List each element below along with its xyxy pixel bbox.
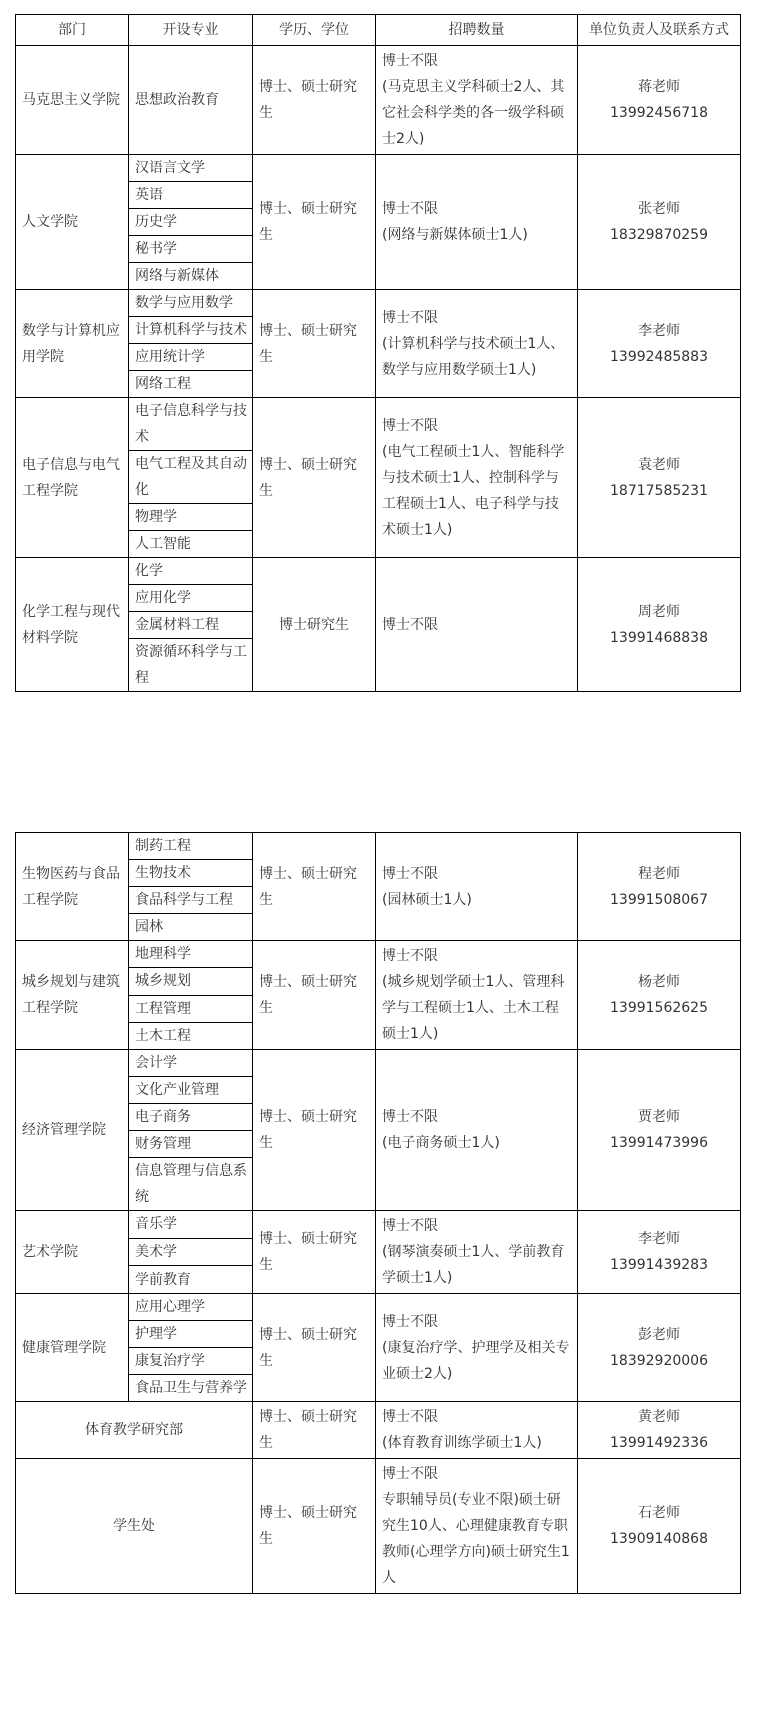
contact-phone: 13991508067: [610, 891, 708, 908]
quota-cell: 博士不限: [376, 558, 578, 692]
major-cell: 电子信息科学与技术: [129, 398, 253, 451]
degree-cell: 博士研究生: [253, 558, 376, 692]
table-header-row: [16, 15, 741, 46]
degree-cell: 博士、硕士研究生: [253, 155, 376, 290]
quota-cell: 博士不限 (体育教育训练学硕士1人): [376, 1402, 578, 1459]
dept-cell: 生物医药与食品工程学院: [16, 833, 129, 941]
table-row: [16, 1294, 741, 1321]
major-cell: 食品卫生与营养学: [129, 1375, 253, 1402]
quota-cell: 博士不限 (城乡规划学硕士1人、管理科学与工程硕士1人、土木工程硕士1人): [376, 941, 578, 1050]
major-cell: 思想政治教育: [129, 46, 253, 155]
contact-phone: 18717585231: [610, 482, 708, 499]
contact-cell: [578, 941, 741, 1050]
major-cell: 工程管理: [129, 995, 253, 1022]
major-cell: 会计学: [129, 1050, 253, 1077]
major-cell: 应用心理学: [129, 1294, 253, 1321]
dept-cell: 经济管理学院: [16, 1050, 129, 1211]
major-cell: 土木工程: [129, 1022, 253, 1049]
dept-cell: 学生处: [16, 1459, 253, 1594]
table-row: [16, 1211, 741, 1239]
table-row: [16, 1459, 741, 1594]
dept-cell: 数学与计算机应用学院: [16, 290, 129, 398]
header-contact: 单位负责人及联系方式: [578, 15, 741, 46]
major-cell: 计算机科学与技术: [129, 317, 253, 344]
contact-phone: 18392920006: [610, 1352, 708, 1369]
recruitment-table-part2: [15, 832, 741, 1594]
contact-cell: [578, 1294, 741, 1402]
table-row: [16, 155, 741, 182]
quota-cell: 博士不限 (钢琴演奏硕士1人、学前教育学硕士1人): [376, 1211, 578, 1294]
major-cell: 资源循环科学与工程: [129, 639, 253, 692]
contact-cell: [578, 290, 741, 398]
contact-name: 杨老师: [638, 974, 680, 990]
table-row: [16, 833, 741, 860]
contact-name: 程老师: [638, 865, 680, 882]
degree-cell: 博士、硕士研究生: [253, 833, 376, 941]
contact-phone: 18329870259: [610, 227, 708, 243]
contact-phone: 13991492336: [610, 1435, 708, 1451]
header-quota: 招聘数量: [376, 15, 578, 46]
major-cell: 金属材料工程: [129, 612, 253, 639]
contact-cell: [578, 1211, 741, 1294]
quota-cell: 博士不限 (电气工程硕士1人、智能科学与技术硕士1人、控制科学与工程硕士1人、电子科学与技术硕士1人): [376, 398, 578, 558]
major-cell: 音乐学: [129, 1211, 253, 1239]
contact-phone: 13991439283: [610, 1257, 708, 1273]
major-cell: 应用化学: [129, 585, 253, 612]
contact-cell: [578, 46, 741, 155]
contact-cell: [578, 398, 741, 558]
table-row: [16, 290, 741, 317]
major-cell: 化学: [129, 558, 253, 585]
degree-cell: 博士、硕士研究生: [253, 1402, 376, 1459]
quota-cell: 博士不限 (网络与新媒体硕士1人): [376, 155, 578, 290]
dept-cell: 艺术学院: [16, 1211, 129, 1294]
major-cell: 城乡规划: [129, 968, 253, 995]
major-cell: 信息管理与信息系统: [129, 1158, 253, 1211]
dept-cell: 化学工程与现代材料学院: [16, 558, 129, 692]
quota-cell: 博士不限 (康复治疗学、护理学及相关专业硕士2人): [376, 1294, 578, 1402]
contact-name: 周老师: [638, 603, 680, 620]
major-cell: 汉语言文学: [129, 155, 253, 182]
table-row: [16, 1050, 741, 1077]
dept-cell: 城乡规划与建筑工程学院: [16, 941, 129, 1050]
major-cell: 人工智能: [129, 531, 253, 558]
degree-cell: 博士、硕士研究生: [253, 1050, 376, 1211]
quota-cell: 博士不限 (园林硕士1人): [376, 833, 578, 941]
table-row: [16, 941, 741, 968]
recruitment-table-part1: [15, 14, 741, 692]
header-major: 开设专业: [129, 15, 253, 46]
major-cell: 英语: [129, 182, 253, 209]
quota-cell: 博士不限 专职辅导员(专业不限)硕士研究生10人、心理健康教育专职教师(心理学方向)硕士研究生1人: [376, 1459, 578, 1594]
contact-name: 蒋老师: [638, 79, 680, 95]
degree-cell: 博士、硕士研究生: [253, 290, 376, 398]
contact-phone: 13992456718: [610, 105, 708, 121]
contact-name: 李老师: [638, 322, 680, 339]
major-cell: 物理学: [129, 504, 253, 531]
table-row: [16, 1402, 741, 1459]
table-body: [16, 15, 741, 692]
contact-name: 张老师: [638, 201, 680, 217]
dept-cell: 电子信息与电气工程学院: [16, 398, 129, 558]
contact-phone: 13991468838: [610, 629, 708, 646]
contact-name: 贾老师: [638, 1109, 680, 1125]
major-cell: 数学与应用数学: [129, 290, 253, 317]
major-cell: 财务管理: [129, 1131, 253, 1158]
degree-cell: 博士、硕士研究生: [253, 46, 376, 155]
contact-cell: [578, 155, 741, 290]
major-cell: 网络与新媒体: [129, 263, 253, 290]
degree-cell: 博士、硕士研究生: [253, 1459, 376, 1594]
contact-phone: 13992485883: [610, 348, 708, 365]
dept-cell: 体育教学研究部: [16, 1402, 253, 1459]
dept-cell: 马克思主义学院: [16, 46, 129, 155]
table-body: [16, 833, 741, 1594]
major-cell: 制药工程: [129, 833, 253, 860]
contact-name: 李老师: [638, 1231, 680, 1247]
major-cell: 文化产业管理: [129, 1077, 253, 1104]
contact-name: 袁老师: [638, 456, 680, 473]
contact-name: 黄老师: [638, 1409, 680, 1425]
table-row: [16, 46, 741, 155]
major-cell: 美术学: [129, 1238, 253, 1266]
major-cell: 园林: [129, 914, 253, 941]
contact-cell: [578, 1402, 741, 1459]
contact-cell: [578, 558, 741, 692]
major-cell: 历史学: [129, 209, 253, 236]
major-cell: 地理科学: [129, 941, 253, 968]
dept-cell: 人文学院: [16, 155, 129, 290]
degree-cell: 博士、硕士研究生: [253, 1211, 376, 1294]
quota-cell: 博士不限 (马克思主义学科硕士2人、其它社会科学类的各一级学科硕士2人): [376, 46, 578, 155]
table-row: [16, 558, 741, 585]
contact-phone: 13991562625: [610, 1000, 708, 1016]
contact-name: 彭老师: [638, 1326, 680, 1343]
contact-name: 石老师: [638, 1505, 680, 1521]
quota-cell: 博士不限 (计算机科学与技术硕士1人、数学与应用数学硕士1人): [376, 290, 578, 398]
contact-cell: [578, 1459, 741, 1594]
contact-phone: 13991473996: [610, 1135, 708, 1151]
major-cell: 学前教育: [129, 1266, 253, 1294]
major-cell: 康复治疗学: [129, 1348, 253, 1375]
header-dept: 部门: [16, 15, 129, 46]
major-cell: 网络工程: [129, 371, 253, 398]
contact-cell: [578, 833, 741, 941]
major-cell: 食品科学与工程: [129, 887, 253, 914]
contact-phone: 13909140868: [610, 1531, 708, 1547]
header-degree: 学历、学位: [253, 15, 376, 46]
degree-cell: 博士、硕士研究生: [253, 941, 376, 1050]
major-cell: 护理学: [129, 1321, 253, 1348]
contact-cell: [578, 1050, 741, 1211]
major-cell: 生物技术: [129, 860, 253, 887]
quota-cell: 博士不限 (电子商务硕士1人): [376, 1050, 578, 1211]
dept-cell: 健康管理学院: [16, 1294, 129, 1402]
major-cell: 电子商务: [129, 1104, 253, 1131]
major-cell: 电气工程及其自动化: [129, 451, 253, 504]
table-row: [16, 398, 741, 451]
degree-cell: 博士、硕士研究生: [253, 398, 376, 558]
degree-cell: 博士、硕士研究生: [253, 1294, 376, 1402]
major-cell: 应用统计学: [129, 344, 253, 371]
major-cell: 秘书学: [129, 236, 253, 263]
